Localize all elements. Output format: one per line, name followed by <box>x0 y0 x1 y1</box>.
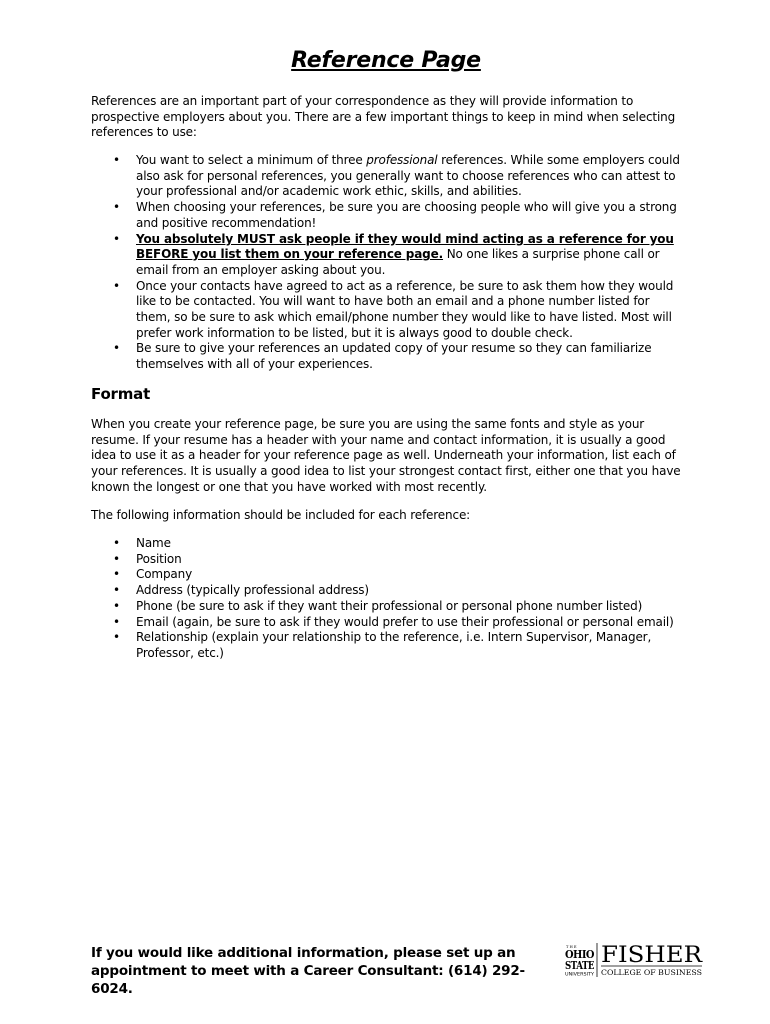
bullet-icon: • <box>113 551 120 566</box>
list-item: • Address (typically professional address) <box>113 583 369 598</box>
list-item: • When choosing your references, be sure you are choosing people who will give you a strong and positive recommendation! <box>113 200 677 230</box>
list-item: • You absolutely MUST ask people if they would mind acting as a reference for you BEFORE you list them on your reference page. No one likes a surprise phone call or email from an employer asking about you. <box>113 231 674 277</box>
list-item: • Company <box>113 567 193 582</box>
bullet-icon: • <box>113 200 120 215</box>
bullet-icon: • <box>113 630 120 645</box>
bullet-icon: • <box>113 598 120 613</box>
tips-list <box>91 153 681 373</box>
fields-list <box>91 536 681 662</box>
list-item: • Email (again, be sure to ask if they would prefer to use their professional or personal email) <box>113 614 674 629</box>
bullet-icon: • <box>113 278 120 293</box>
logo-college: COLLEGE OF BUSINESS <box>601 968 702 977</box>
bullet-icon: • <box>113 153 120 167</box>
list-item: • Position <box>113 551 182 566</box>
emphasis-professional: professional <box>366 153 438 167</box>
logo-ohio: OHIO <box>565 948 595 961</box>
important-notice: You absolutely MUST ask people if they would mind acting as a reference for you BEFORE you list them on your reference page. <box>136 231 674 262</box>
format-paragraph: When you create your reference page, be sure you are using the same fonts and style as your resume. If your resume has a header with your name and contact information, it is usually a good idea to use it as a header for your reference page as well. Underneath your information, list each of your references. It is usually a good idea to list your strongest contact first, either one that you have known the longest or one that you have worked with most recently. <box>91 417 681 494</box>
fields-intro: The following information should be included for each reference: <box>91 508 471 522</box>
footer-contact: If you would like additional information, please set up an appointment to meet with a Career Consultant: (614) 292-6024. <box>91 945 525 997</box>
logo-fisher: FISHER <box>601 943 704 968</box>
list-item: • Once your contacts have agreed to act as a reference, be sure to ask them how they would like to be contacted. You will want to have both an email and a phone number listed for them, so be sure to ask which email/phone number they would like to have listed. Most will prefer work information to be listed, but it is always good to double check. <box>113 278 674 340</box>
logo-the: THE <box>566 945 578 949</box>
bullet-icon: • <box>113 583 120 598</box>
logo-university: UNIVERSITY <box>565 971 595 977</box>
list-item: • Phone (be sure to ask if they want their professional or personal phone number listed) <box>113 598 643 613</box>
page-title: Reference Page <box>291 48 481 73</box>
fisher-college-logo <box>564 941 704 981</box>
bullet-icon: • <box>113 231 120 246</box>
list-item: • Relationship (explain your relationship to the reference, i.e. Intern Supervisor, Manager, Professor, etc.) <box>113 630 652 660</box>
bullet-icon: • <box>113 341 120 356</box>
format-heading: Format <box>91 385 151 403</box>
logo-state: STATE <box>565 959 595 972</box>
bullet-icon: • <box>113 614 120 629</box>
list-item: • Name <box>113 536 171 550</box>
bullet-icon: • <box>113 536 120 550</box>
list-item: • You want to select a minimum of three professional references. While some employers could also ask for personal references, you generally want to choose references who can attest to your professional and/or academic work ethic, skills, and abilities. <box>113 153 680 199</box>
bullet-icon: • <box>113 567 120 582</box>
list-item: • Be sure to give your references an updated copy of your resume so they can familiarize themselves with all of your experiences. <box>113 341 652 372</box>
intro-paragraph: References are an important part of your correspondence as they will provide information to prospective employers about you. There are a few important things to keep in mind when selecting references to use: <box>91 94 676 140</box>
